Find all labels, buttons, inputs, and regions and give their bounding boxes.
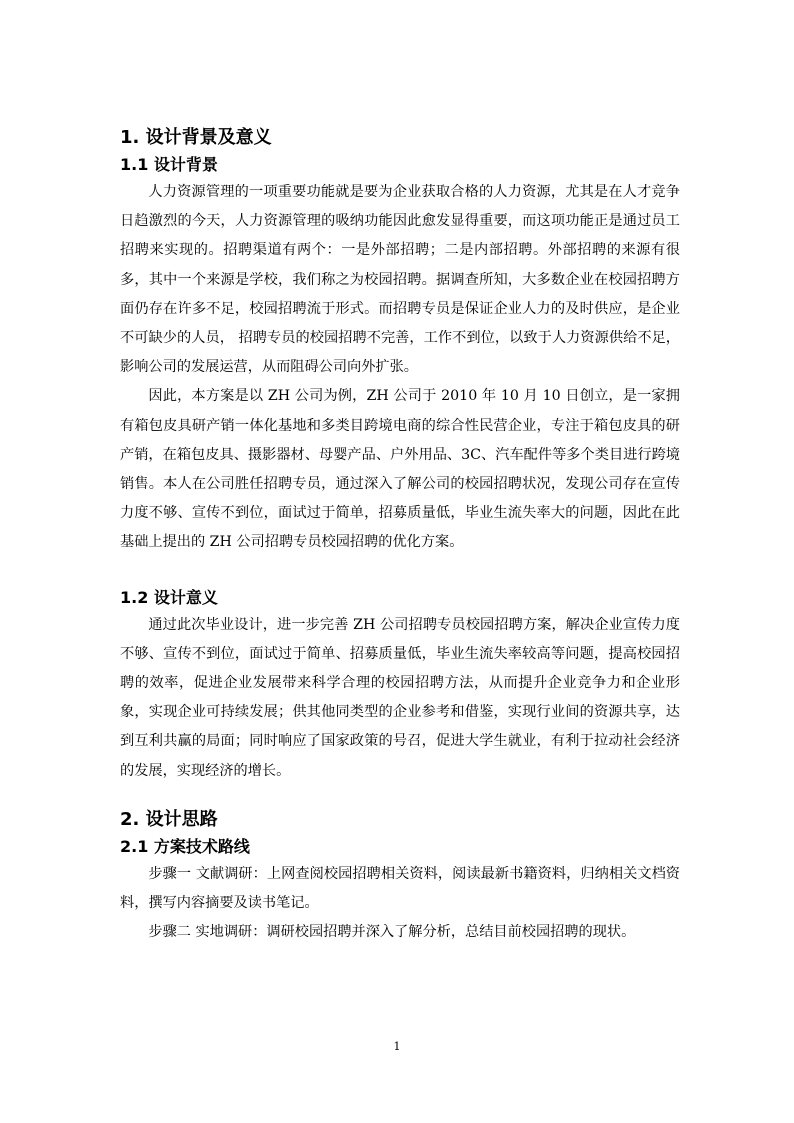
spacer [120,558,680,585]
paragraph-1-1-b: 因此，本方案是以 ZH 公司为例，ZH 公司于 2010 年 10 月 10 日创立，是一家拥有箱包皮具研产销一体化基地和多类目跨境电商的综合性民营企业，专注于箱包皮具的研产销，在箱包皮具、摄影器材、母婴产品、户外用品、3C、汽车配件等多个类目进行跨境销售。本人在公司胜任招聘专员，通过深入了解公司的校园招聘状况，发现公司存在宣传力度不够、宣传不到位，面试过于简单，招募质量低，毕业生流失率大的问题，因此在此基础上提出的 ZH 公司招聘专员校园招聘的优化方案。 [120,388,680,551]
section-2-heading: 2. 设计思路 [120,808,218,830]
document-body [120,124,680,947]
paragraph-1-1-a: 人力资源管理的一项重要功能就是要为企业获取合格的人力资源，尤其是在人才竞争日趋激烈的今天，人力资源管理的吸纳功能因此愈发显得重要，而这项功能正是通过员工招聘来实现的。招聘渠道有两个：一是外部招聘；二是内部招聘。外部招聘的来源有很多，其中一个来源是学校，我们称之为校园招聘。据调查所知，大多数企业在校园招聘方面仍存在许多不足，校园招聘流于形式。而招聘专员是保证企业人力的及时供应，是企业不可缺少的人员， 招聘专员的校园招聘不完善，工作不到位，以致于人力资源供给不足，影响公司的发展运营，从而阻碍公司向外扩张。 [120,184,680,376]
paragraph-2-1-b: 步骤二 实地调研：调研校园招聘并深入了解分析，总结目前校园招聘的现状。 [148,924,636,941]
section-1-1-heading: 1.1 设计背景 [120,155,218,174]
paragraph-1-2-a: 通过此次毕业设计，进一步完善 ZH 公司招聘专员校园招聘方案，解决企业宣传力度不够、宣传不到位，面试过于简单、招募质量低，毕业生流失率较高等问题，提高校园招聘的效率，促进企业发展带来科学合理的校园招聘方法，从而提升企业竞争力和企业形象，实现企业可持续发展；供其他同类型的企业参考和借鉴，实现行业间的资源共享，达到互利共赢的局面；同时响应了国家政策的号召，促进大学生就业，有利于拉动社会经济的发展，实现经济的增长。 [120,616,680,779]
spacer [120,786,680,806]
section-1-heading: 1. 设计背景及意义 [120,127,272,148]
section-2-1-heading: 2.1 方案技术路线 [120,836,250,856]
paragraph-2-1-a: 步骤一 文献调研：上网查阅校园招聘相关资料，阅读最新书籍资料，归纳相关文档资料，撰写内容摘要及读书笔记。 [120,865,680,912]
section-1-2-heading: 1.2 设计意义 [120,587,218,607]
page-number: 1 [393,1040,401,1053]
